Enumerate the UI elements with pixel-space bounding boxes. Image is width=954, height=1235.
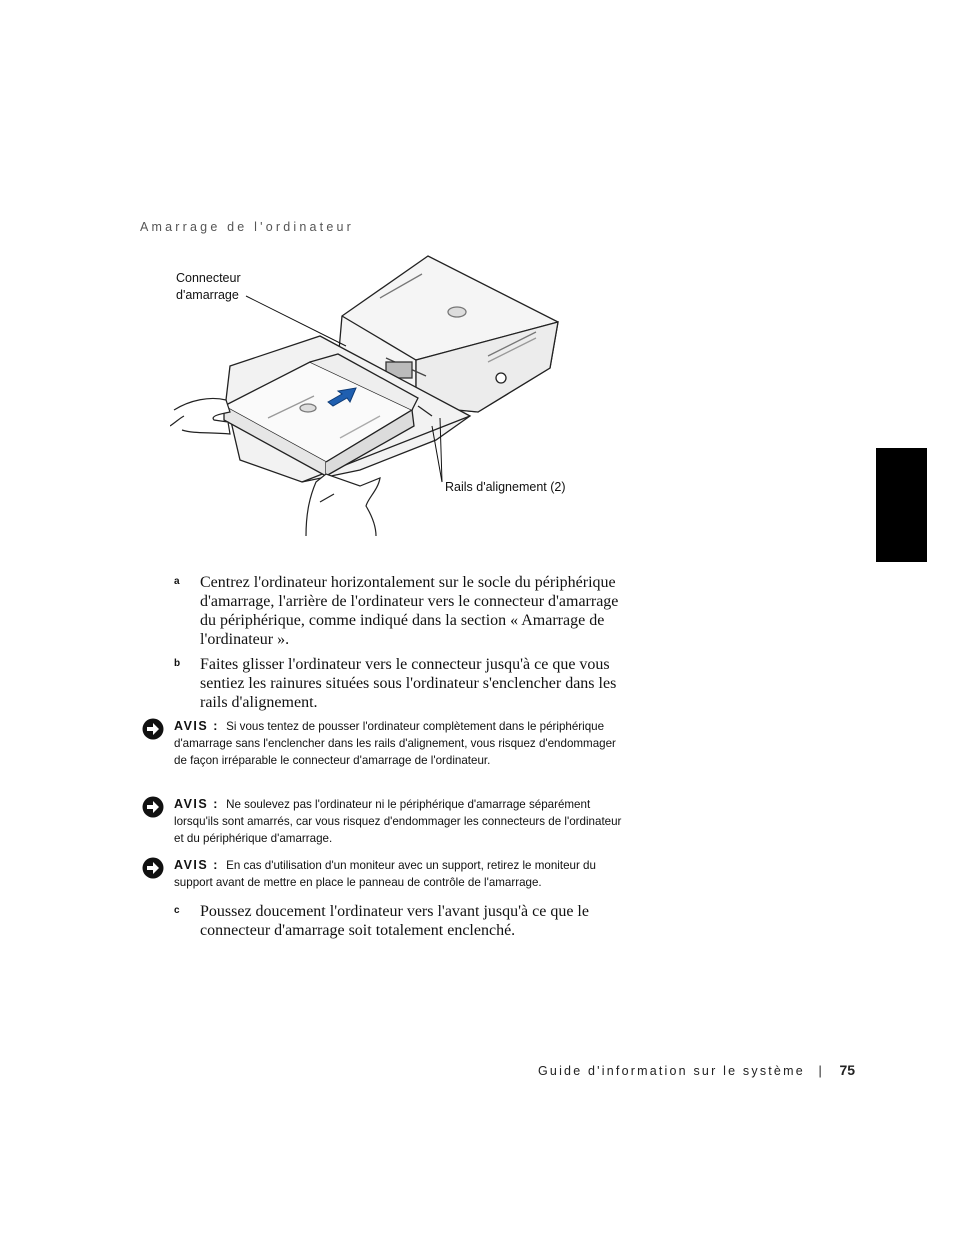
step-a — [174, 573, 634, 649]
connector-leader-line — [246, 296, 346, 346]
notice-2 — [142, 796, 632, 847]
step-text: Faites glisser l'ordinateur vers le connecteur jusqu'à ce que vous sentiez les rainures situées sous l'ordinateur s'enclencher dans les rails d'alignement. — [200, 656, 617, 711]
notice-text: Si vous tentez de pousser l'ordinateur complètement dans le périphérique d'amarrage sans l'enclencher dans les rails d'alignement, vous risquez d'endommager de façon irréparable le connecteur d'amarrage de l'ordinateur. — [174, 720, 616, 767]
notice-1 — [142, 718, 632, 769]
step-c — [174, 902, 634, 940]
chapter-tab-marker — [876, 448, 927, 562]
notice-label: AVIS : — [174, 858, 219, 872]
notice-3 — [142, 857, 632, 891]
step-b — [174, 655, 634, 712]
notice-label: AVIS : — [174, 719, 219, 733]
notice-arrow-icon — [142, 796, 164, 818]
notice-arrow-icon — [142, 857, 164, 879]
callout-connector-line1: Connecteur — [176, 271, 241, 285]
page-number: 75 — [839, 1062, 856, 1078]
callout-connector — [176, 270, 241, 304]
hand-left — [170, 398, 230, 434]
step-text: Centrez l'ordinateur horizontalement sur le socle du périphérique d'amarrage, l'arrière de l'ordinateur vers le connecteur d'amarrage du périphérique, comme indiqué dans la section « Amarrage de l'ordinateur ». — [200, 574, 619, 648]
footer-guide-title: Guide d'information sur le système — [538, 1064, 805, 1078]
step-letter: a — [174, 576, 180, 587]
notice-text: En cas d'utilisation d'un moniteur avec un support, retirez le moniteur du support avant de mettre en place le panneau de contrôle de l'amarrage. — [174, 859, 596, 889]
hand-right — [306, 474, 380, 536]
notice-text: Ne soulevez pas l'ordinateur ni le périphérique d'amarrage séparément lorsqu'ils sont amarrés, car vous risquez d'endommager les connecteurs de l'ordinateur et du périphérique d'amarrage. — [174, 798, 622, 845]
step-text: Poussez doucement l'ordinateur vers l'avant jusqu'à ce que le connecteur d'amarrage soit totalement enclenché. — [200, 903, 589, 939]
step-letter: c — [174, 905, 180, 916]
notice-label: AVIS : — [174, 797, 219, 811]
callout-rails: Rails d'alignement (2) — [445, 480, 566, 494]
docking-illustration — [170, 250, 640, 550]
notice-arrow-icon — [142, 718, 164, 740]
callout-connector-line2: d'amarrage — [176, 288, 239, 302]
footer-separator: | — [818, 1064, 822, 1078]
page-footer — [538, 1062, 855, 1078]
step-letter: b — [174, 658, 181, 669]
section-title: Amarrage de l'ordinateur — [140, 220, 354, 234]
